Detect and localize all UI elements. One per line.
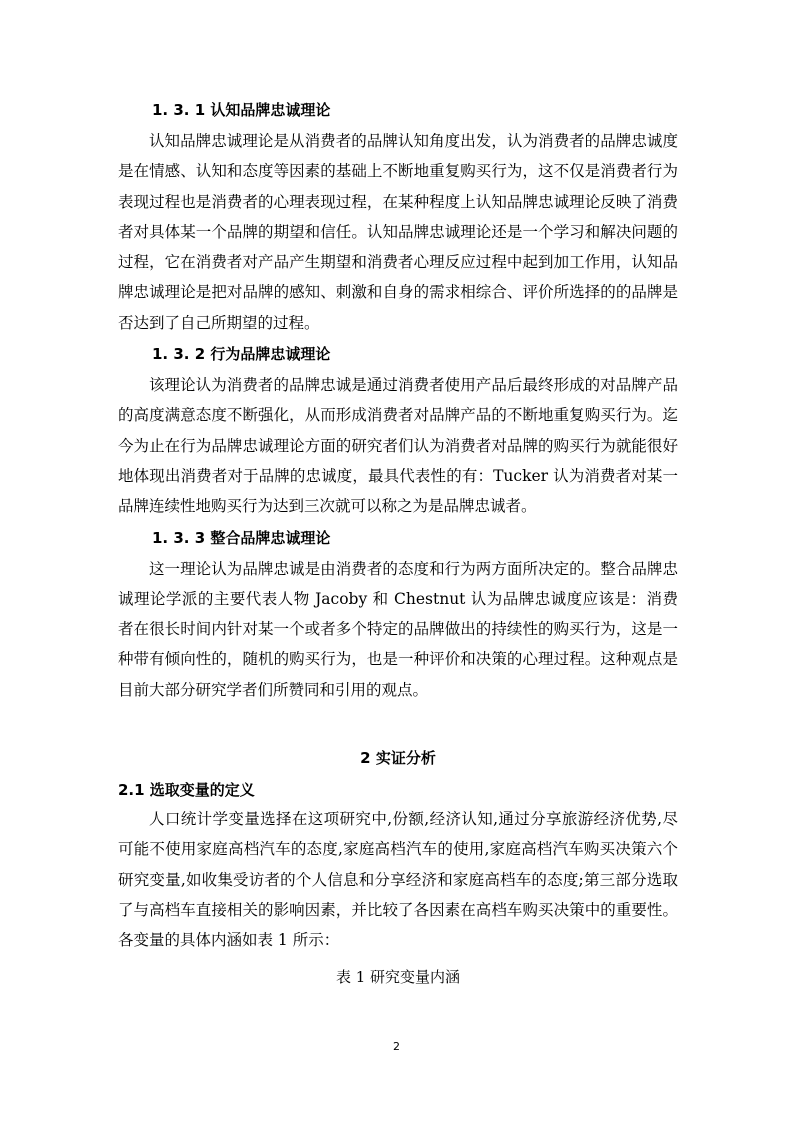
heading-2-1: 2.1 选取变量的定义 <box>118 781 255 800</box>
page-number: 2 <box>393 1040 400 1053</box>
paragraph-integrated-loyalty: 这一理论认为品牌忠诚是由消费者的态度和行为两方面所决定的。整合品牌忠诚理论学派的主要代表人物 Jacoby 和 Chestnut 认为品牌忠诚度应该是：消费者在很长时间内针对某一个或者多个特定的品牌做出的持续性的购买行为，这是一种带有倾向性的，随机的购买行为，也是一种评价和决策的心理过程。这种观点是目前大部分研究学者们所赞同和引用的观点。 <box>118 559 678 699</box>
heading-1-3-1: 1. 3. 1 认知品牌忠诚理论 <box>152 101 331 119</box>
table-caption: 表 1 研究变量内涵 <box>335 967 461 986</box>
document-page <box>118 94 678 992</box>
paragraph-variable-definition: 人口统计学变量选择在这项研究中,份额,经济认知,通过分享旅游经济优势,尽可能不使用家庭高档汽车的态度,家庭高档汽车的使用,家庭高档汽车购买决策六个研究变量,如收集受访者的个人信息和分享经济和家庭高档车的态度;第三部分选取了与高档车直接相关的影响因素，并比较了各因素在高档车购买决策中的重要性。各变量的具体内涵如表 1 所示： <box>118 810 678 950</box>
heading-1-3-3: 1. 3. 3 整合品牌忠诚理论 <box>152 528 331 547</box>
paragraph-behavioral-loyalty: 该理论认为消费者的品牌忠诚是通过消费者使用产品后最终形成的对品牌产品的高度满意态度不断强化，从而形成消费者对品牌产品的不断地重复购买行为。迄今为止在行为品牌忠诚理论方面的研究者们认为消费者对品牌的购买行为就能很好地体现出消费者对于品牌的忠诚度，最具代表性的有：Tucker 认为消费者对某一品牌连续性地购买行为达到三次就可以称之为是品牌忠诚者。 <box>118 376 678 516</box>
chapter-2-heading: 2 实证分析 <box>360 749 436 768</box>
paragraph-cognitive-loyalty: 认知品牌忠诚理论是从消费者的品牌认知角度出发，认为消费者的品牌忠诚度是在情感、认知和态度等因素的基础上不断地重复购买行为，这不仅是消费者行为表现过程也是消费者的心理表现过程，在某种程度上认知品牌忠诚理论反映了消费者对具体某一个品牌的期望和信任。认知品牌忠诚理论还是一个学习和解决问题的过程，它在消费者对产品产生期望和消费者心理反应过程中起到加工作用，认知品牌忠诚理论是把对品牌的感知、刺激和自身的需求相综合、评价所选择的的品牌是否达到了自己所期望的过程。 <box>118 132 678 332</box>
heading-1-3-2: 1. 3. 2 行为品牌忠诚理论 <box>152 345 331 364</box>
